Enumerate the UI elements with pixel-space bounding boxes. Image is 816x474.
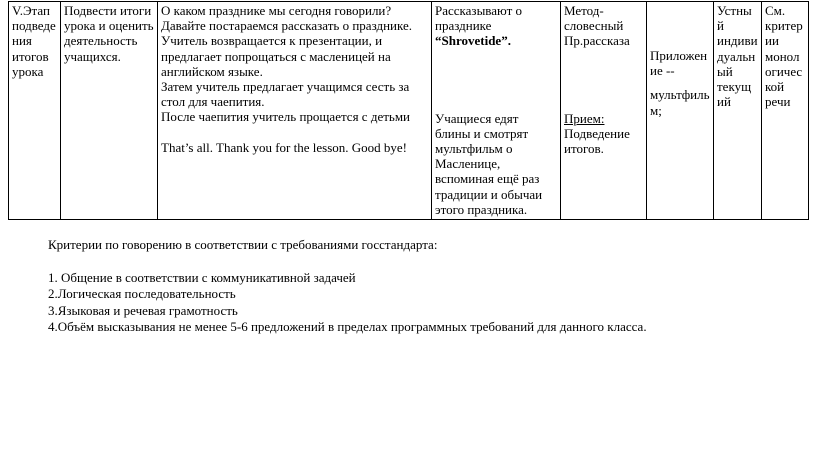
spacer	[161, 125, 428, 140]
teacher-activity-cell	[158, 2, 432, 220]
criteria-item: 4.Объём высказывания не менее 5-6 предложений в пределах программных требований для данного класса.	[48, 319, 647, 334]
shrovetide-term: “Shrovetide”.	[435, 33, 511, 49]
goal-cell	[61, 2, 158, 220]
spacer	[564, 49, 643, 111]
technique-label: Прием:	[564, 110, 605, 126]
table-row	[9, 2, 809, 220]
teacher-line-3: Учитель возвращается к презентации, и предлагает попрощаться с масленицей на английском языке.	[161, 33, 391, 79]
stage-cell	[9, 2, 61, 220]
teacher-line-5: После чаепития учитель прощается с детьми	[161, 109, 411, 125]
criteria-ref-cell	[762, 2, 809, 220]
criteria-item: 2.Логическая последовательность	[48, 286, 236, 301]
stage-text: V.Этап подведения итогов урока	[12, 3, 56, 79]
materials-cell	[647, 2, 714, 220]
spacer	[435, 49, 557, 111]
criteria-item: 1. Общение в соответствии с коммуникативной задачей	[48, 269, 356, 285]
assessment-form-text: Устный индивидуальный текущий	[717, 3, 758, 110]
assessment-form-cell	[714, 2, 762, 220]
criteria-item: 3.Языковая и речевая грамотность	[48, 302, 238, 318]
materials-line-1: Приложение --	[650, 48, 708, 79]
students-activity-cell	[432, 2, 561, 220]
teacher-line-2: Давайте постараемся рассказать о празднике.	[161, 18, 413, 34]
spacer	[650, 78, 710, 87]
teacher-line-4: Затем учитель предлагает учащимся сесть за стол для чаепития.	[161, 79, 410, 110]
spacer	[650, 3, 710, 48]
criteria-block	[48, 237, 647, 336]
goal-text: Подвести итоги урока и оценить деятельность учащихся.	[64, 3, 154, 64]
criteria-ref-text: См. критерии монологической речи	[765, 3, 803, 110]
criteria-title: Критерии по говорению в соответствии с требованиями госстандарта:	[48, 237, 438, 252]
teacher-line-1: О каком празднике мы сегодня говорили?	[161, 3, 392, 18]
method-cell	[561, 2, 647, 220]
students-line-2: Учащиеся едят блины и смотрят мультфильм о Масленице, вспоминая ещё раз традиции и обычаи этого праздника.	[435, 110, 543, 217]
lesson-plan-table	[8, 1, 809, 220]
teacher-line-6: That’s all. Thank you for the lesson. Good bye!	[161, 139, 407, 155]
materials-line-2: мультфильм;	[650, 87, 710, 118]
method-text: Метод-словесный Пр.рассказа	[564, 3, 630, 49]
students-line-1: Рассказывают о празднике	[435, 3, 523, 34]
technique-text: Подведение итогов.	[564, 125, 630, 157]
